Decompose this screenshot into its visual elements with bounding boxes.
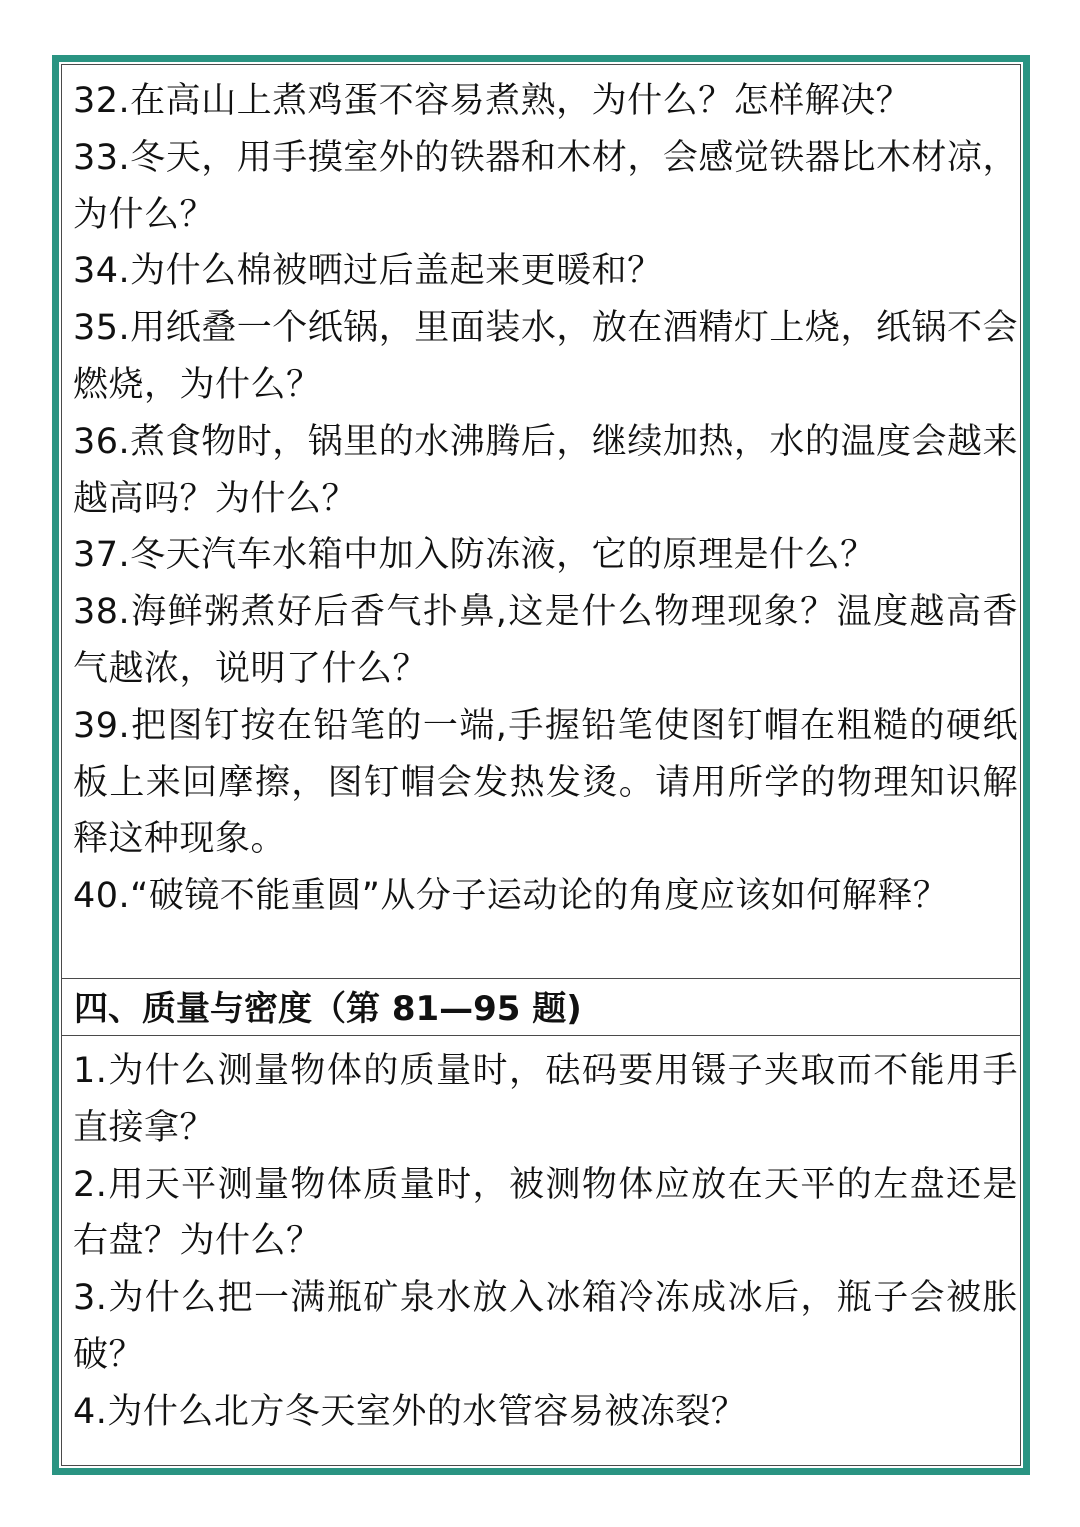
question-37: 37.冬天汽车水箱中加入防冻液，它的原理是什么？ bbox=[73, 535, 876, 576]
question-38: 38.海鲜粥煮好后香气扑鼻,这是什么物理现象？温度越高香气越浓，说明了什么？ bbox=[73, 592, 1018, 689]
question-list-heat bbox=[73, 73, 1018, 925]
page-frame bbox=[52, 55, 1030, 1475]
question-40: 40.“破镜不能重圆”从分子运动论的角度应该如何解释？ bbox=[73, 876, 949, 917]
question-36: 36.煮食物时，锅里的水沸腾后，继续加热，水的温度会越来越高吗？为什么？ bbox=[73, 421, 1018, 519]
question-39: 39.把图钉按在铅笔的一端,手握铅笔使图钉帽在粗糙的硬纸板上来回摩擦，图钉帽会发热发烫。请用所学的物理知识解释这种现象。 bbox=[73, 705, 1018, 860]
section-title-mass-density: 四、质量与密度（第 81—95 题) bbox=[74, 989, 582, 1029]
content-table bbox=[61, 64, 1021, 1466]
question-4: 4.为什么北方冬天室外的水管容易被冻裂？ bbox=[73, 1391, 747, 1432]
question-34: 34.为什么棉被晒过后盖起来更暖和？ bbox=[73, 251, 663, 292]
question-1: 1.为什么测量物体的质量时，砝码要用镊子夹取而不能用手直接拿？ bbox=[73, 1051, 1018, 1148]
table-divider bbox=[62, 978, 1020, 979]
question-3: 3.为什么把一满瓶矿泉水放入冰箱冷冻成冰后，瓶子会被胀破？ bbox=[73, 1278, 1018, 1375]
table-divider bbox=[62, 1035, 1020, 1036]
question-2: 2.用天平测量物体质量时，被测物体应放在天平的左盘还是右盘？为什么？ bbox=[73, 1164, 1018, 1262]
question-33: 33.冬天，用手摸室外的铁器和木材，会感觉铁器比木材凉，为什么？ bbox=[73, 137, 1018, 235]
question-35: 35.用纸叠一个纸锅，里面装水，放在酒精灯上烧，纸锅不会燃烧，为什么？ bbox=[73, 308, 1018, 405]
question-list-mass-density bbox=[73, 1043, 1018, 1441]
question-32: 32.在高山上煮鸡蛋不容易煮熟，为什么？怎样解决？ bbox=[73, 81, 912, 121]
